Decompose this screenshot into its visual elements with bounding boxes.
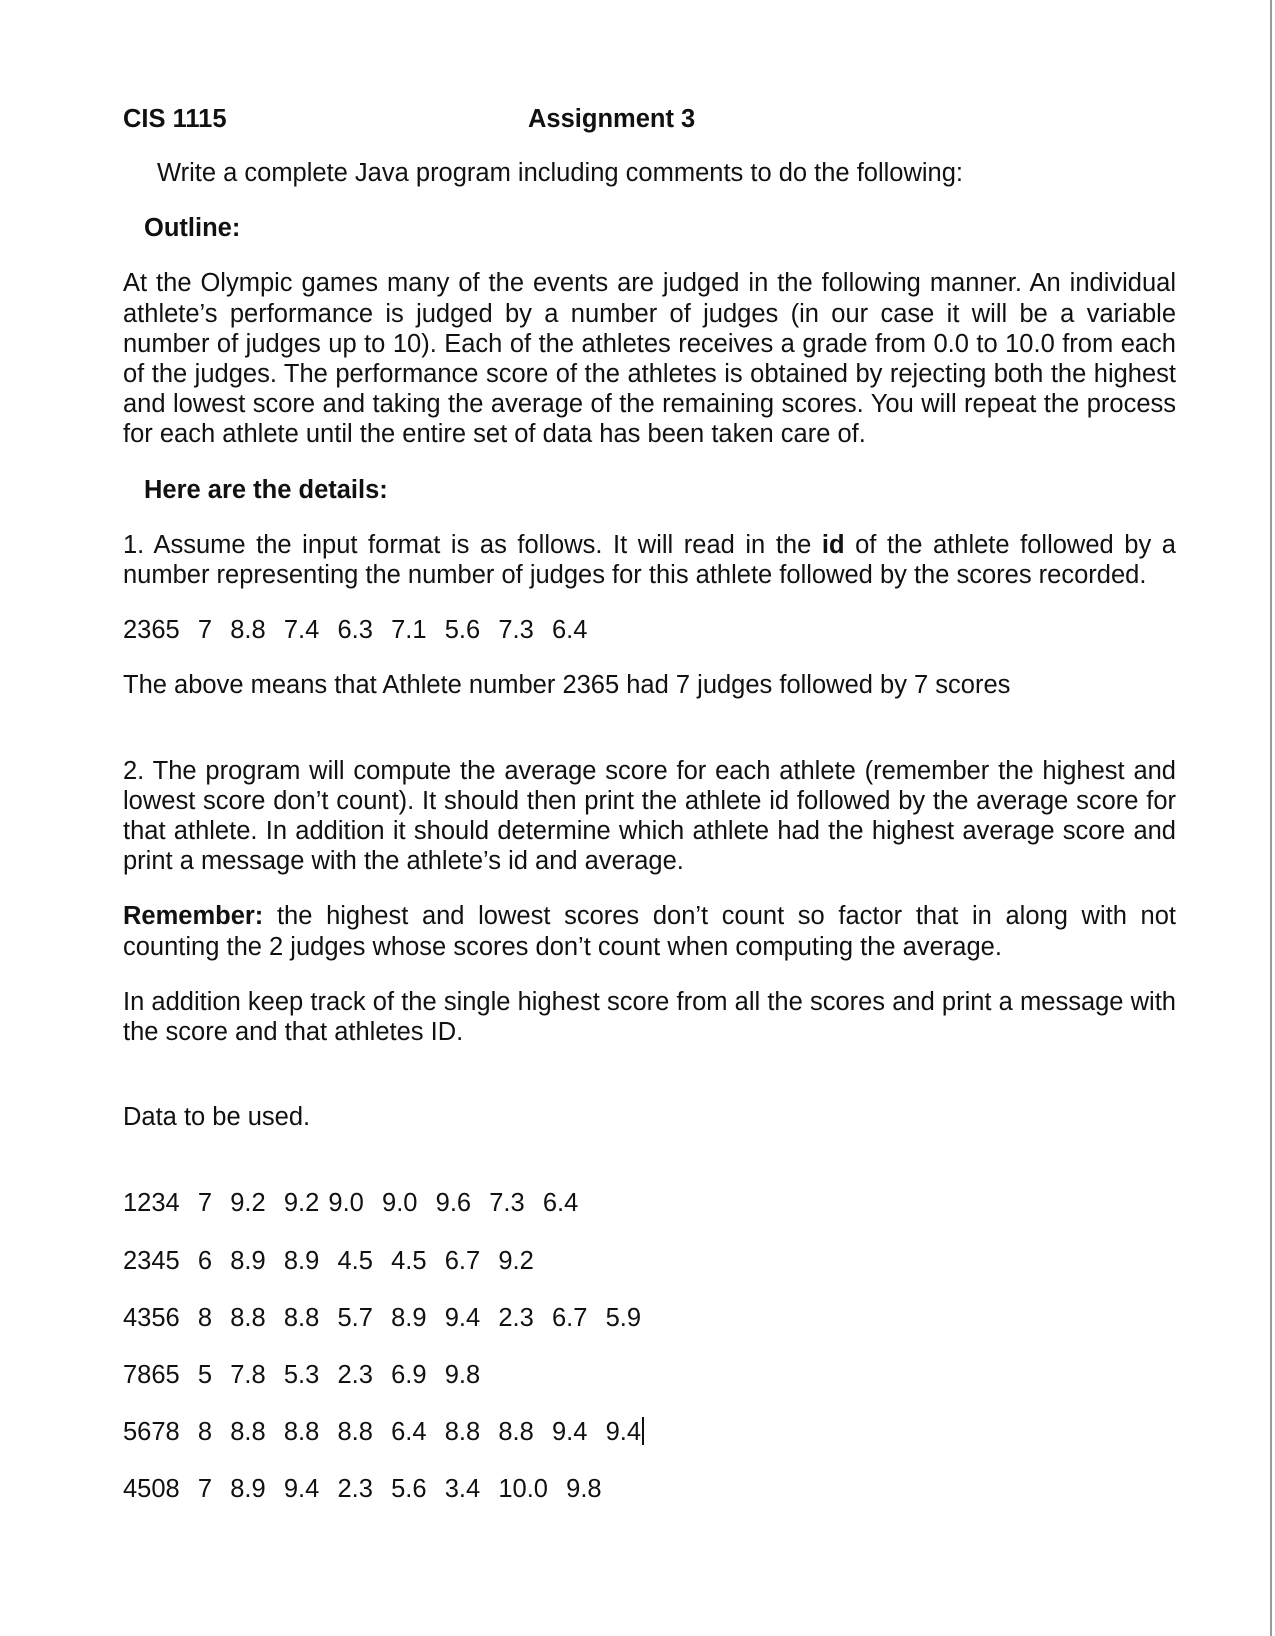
data-line: 7865 5 7.8 5.3 2.3 6.9 9.8: [123, 1361, 481, 1390]
intro-instruction: Write a complete Java program including comments to do the following:: [157, 159, 964, 187]
data-line: 2345 6 8.9 8.9 4.5 4.5 6.7 9.2: [123, 1246, 534, 1275]
assignment-title: Assignment 3: [528, 105, 696, 133]
data-heading: Data to be used.: [123, 1103, 311, 1132]
step-1-bold-id: id: [821, 530, 845, 559]
data-line-with-cursor[interactable]: [123, 1417, 1176, 1447]
details-heading: Here are the details:: [144, 475, 388, 504]
text-cursor: [642, 1417, 644, 1445]
step-1-paragraph: [123, 530, 1176, 590]
data-line: 4356 8 8.8 8.8 5.7 8.9 9.4 2.3 6.7 5.9: [123, 1303, 642, 1332]
page-edge-divider: [1270, 0, 1272, 1636]
addition-paragraph: In addition keep track of the single highest score from all the scores and print a message with the score and that athletes ID.: [123, 987, 1176, 1047]
example-input-line: 2365 7 8.8 7.4 6.3 7.1 5.6 7.3 6.4: [123, 616, 588, 645]
example-explanation: The above means that Athlete number 2365 had 7 judges followed by 7 scores: [123, 671, 1011, 700]
document-page: [123, 100, 1176, 1505]
step-2-paragraph: 2. The program will compute the average score for each athlete (remember the highest and lowest score don’t count). It should then print the athlete id followed by the average score for that athlete. In addition it should determine which athlete had the highest average score and print a message with the athlete’s id and average.: [123, 756, 1176, 876]
data-line: 1234 7 9.2 9.2 9.0 9.0 9.6 7.3 6.4: [123, 1189, 579, 1218]
remember-label: Remember:: [123, 902, 264, 931]
remember-text: the highest and lowest scores don’t count so factor that in along with not counting the 2 judges whose scores don’t count when computing the average.: [123, 902, 1176, 961]
course-code: CIS 1115: [123, 105, 227, 133]
data-list: [123, 1188, 1176, 1504]
data-line: 4508 7 8.9 9.4 2.3 5.6 3.4 10.0 9.8: [123, 1475, 602, 1504]
document-header: [123, 100, 1176, 134]
step-1-text-after: of the athlete followed by a number representing the number of judges for this athlete followed by the scores recorded.: [123, 530, 1176, 590]
step-1-text-before: 1. Assume the input format is as follows. It will read in the: [123, 530, 822, 559]
remember-paragraph: [123, 901, 1176, 961]
data-line-text: 5678 8 8.8 8.8 8.8 6.4 8.8 8.8 9.4 9.4: [123, 1418, 642, 1447]
outline-paragraph: At the Olympic games many of the events are judged in the following manner. An individual athlete’s performance is judged by a number of judges (in our case it will be a variable number of judges up to 10). Each of the athletes receives a grade from 0.0 to 10.0 from each of the judges. The performance score of the athletes is obtained by rejecting both the highest and lowest score and taking the average of the remaining scores. You will repeat the process for each athlete until the entire set of data has been taken care of.: [123, 269, 1176, 449]
outline-heading: Outline:: [144, 214, 241, 243]
